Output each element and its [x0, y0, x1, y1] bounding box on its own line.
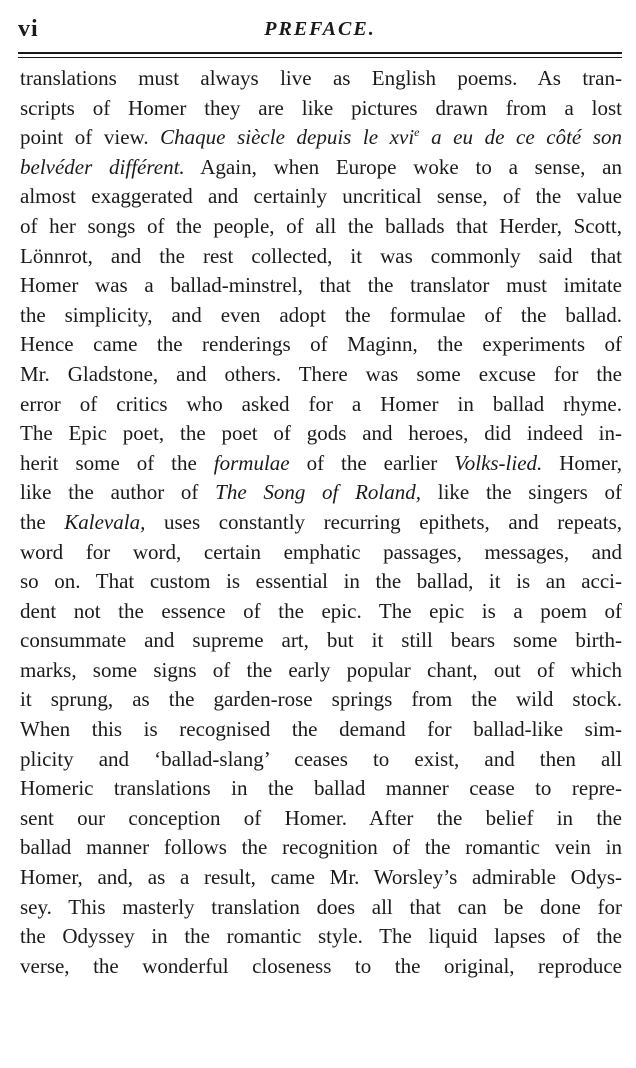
text-segment: Homer, and, as a result, came Mr. Worsley’s admirable Odys- — [20, 865, 622, 890]
text-line — [20, 301, 622, 331]
running-title: PREFACE. — [264, 18, 376, 40]
text-segment: almost exaggerated and certainly uncritical sense, of the value — [20, 184, 622, 209]
body-text — [20, 64, 622, 981]
text-line — [20, 478, 622, 508]
text-segment: Hence came the renderings of Maginn, the experiments of — [20, 332, 622, 357]
italic-segment: The Song of Roland, — [215, 480, 422, 505]
text-segment: plicity and ‘ballad-slang’ ceases to exist, and then all — [20, 746, 622, 771]
text-segment: ballad manner follows the recognition of the romantic vein in — [20, 835, 622, 860]
text-segment: of her songs of the people, of all the ballads that Herder, Scott, — [20, 213, 622, 238]
text-line — [20, 94, 622, 124]
text-line — [20, 538, 622, 568]
text-line — [20, 774, 622, 804]
text-segment: Again, when Europe woke to a sense, an — [184, 154, 622, 179]
header-rule — [18, 52, 622, 54]
text-segment: point of view. — [20, 125, 161, 150]
text-line — [20, 64, 622, 94]
text-line — [20, 952, 622, 982]
text-segment: herit some of the — [20, 450, 214, 475]
text-segment: The Epic poet, the poet of gods and heroes, did indeed in- — [20, 421, 622, 446]
text-segment: translations must always live as English poems. As tran- — [20, 66, 622, 90]
page-number: vi — [18, 16, 39, 42]
text-line — [20, 833, 622, 863]
italic-segment: e — [414, 125, 420, 140]
text-line — [20, 745, 622, 775]
text-line — [20, 182, 622, 212]
text-segment: the — [20, 509, 65, 534]
text-segment: error of critics who asked for a Homer in ballad rhyme. — [20, 391, 622, 416]
italic-segment: a eu de ce côté son — [419, 125, 622, 150]
text-segment: Homeric translations in the ballad manner cease to repre- — [20, 776, 622, 801]
text-segment: sey. This masterly translation does all that can be done for — [20, 894, 622, 919]
italic-segment: Kalevala, — [64, 509, 146, 534]
text-segment: word for word, certain emphatic passages, messages, and — [20, 539, 622, 564]
text-line — [20, 242, 622, 272]
text-line — [20, 153, 622, 183]
text-line — [20, 922, 622, 952]
text-segment: of the earlier — [289, 450, 455, 475]
text-line — [20, 685, 622, 715]
text-line — [20, 715, 622, 745]
text-segment: sent our conception of Homer. After the belief in the — [20, 805, 622, 830]
text-line — [20, 567, 622, 597]
text-line — [20, 212, 622, 242]
text-line — [20, 360, 622, 390]
italic-segment: belvéder différent. — [20, 154, 185, 179]
italic-segment: Volks-lied. — [454, 450, 543, 475]
text-segment: scripts of Homer they are like pictures drawn from a lost — [20, 95, 622, 120]
text-segment: When this is recognised the demand for ballad-like sim- — [20, 717, 622, 742]
text-line — [20, 804, 622, 834]
text-line — [20, 449, 622, 479]
text-segment: Lönnrot, and the rest collected, it was commonly said that — [20, 243, 622, 268]
text-segment: the simplicity, and even adopt the formulae of the ballad. — [20, 302, 622, 327]
header-rule-thin — [18, 57, 622, 58]
text-segment: it sprung, as the garden-rose springs from the wild stock. — [20, 687, 622, 712]
text-segment: the Odyssey in the romantic style. The liquid lapses of the — [20, 924, 622, 949]
text-segment: Homer was a ballad-minstrel, that the translator must imitate — [20, 273, 622, 298]
text-segment: uses constantly recurring epithets, and repeats, — [145, 509, 622, 534]
text-line — [20, 390, 622, 420]
page-header — [18, 14, 622, 48]
italic-segment: Chaque siècle depuis le xvi — [160, 125, 415, 150]
text-segment: dent not the essence of the epic. The epic is a poem of — [20, 598, 622, 623]
text-line — [20, 271, 622, 301]
text-segment: verse, the wonderful closeness to the original, reproduce — [20, 953, 622, 978]
italic-segment: formulae — [213, 450, 290, 475]
text-line — [20, 123, 622, 153]
text-line — [20, 597, 622, 627]
text-segment: like the author of — [20, 480, 216, 505]
text-segment: Homer, — [542, 450, 622, 475]
text-line — [20, 656, 622, 686]
text-line — [20, 508, 622, 538]
text-line — [20, 863, 622, 893]
text-segment: consummate and supreme art, but it still bears some birth- — [20, 628, 622, 653]
text-line — [20, 419, 622, 449]
text-line — [20, 330, 622, 360]
text-line — [20, 893, 622, 923]
text-segment: like the singers of — [421, 480, 622, 505]
text-line — [20, 626, 622, 656]
text-segment: marks, some signs of the early popular chant, out of which — [20, 657, 622, 682]
text-segment: so on. That custom is essential in the ballad, it is an acci- — [20, 569, 622, 594]
text-segment: Mr. Gladstone, and others. There was some excuse for the — [20, 361, 622, 386]
